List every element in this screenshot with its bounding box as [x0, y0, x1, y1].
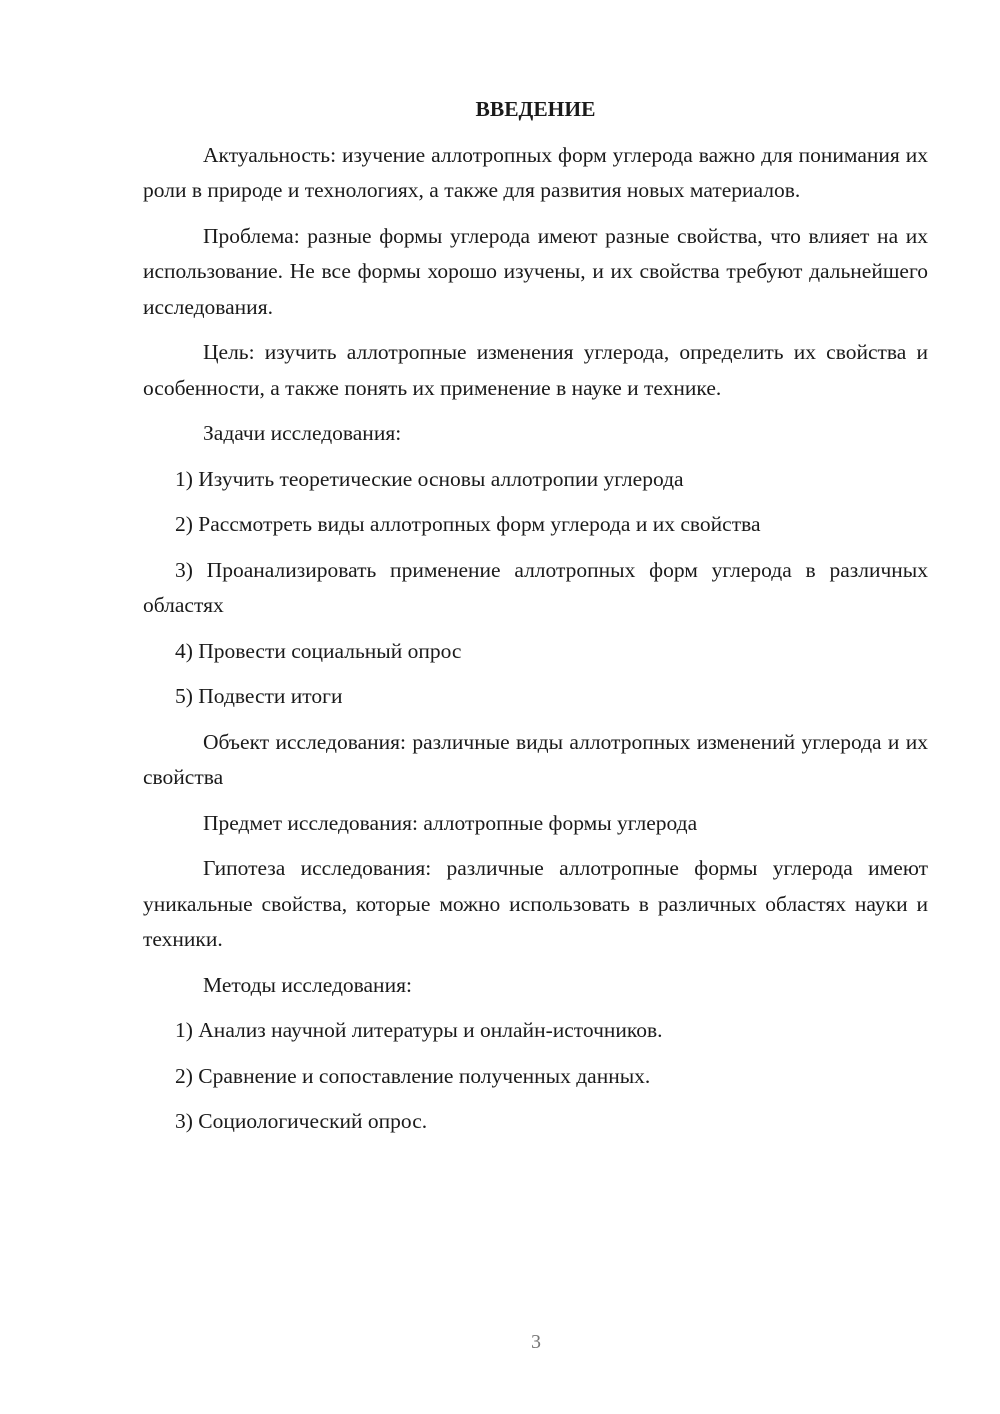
method-item: 3) Социологический опрос.: [175, 1109, 428, 1133]
task-item: 3) Проанализировать применение аллотропных форм углерода в различных областях: [143, 557, 928, 617]
tasks-title: Задачи исследования:: [203, 421, 402, 445]
method-item: 2) Сравнение и сопоставление полученных данных.: [175, 1063, 651, 1088]
task-item: 5) Подвести итоги: [175, 684, 343, 708]
subject-paragraph: Предмет исследования: аллотропные формы углерода: [203, 810, 698, 835]
task-item: 4) Провести социальный опрос: [175, 638, 462, 663]
problem-paragraph: Проблема: разные формы углерода имеют разные свойства, что влияет на их использование. Не все формы хорошо изучены, и их свойства требуют дальнейшего исследования.: [143, 223, 928, 319]
methods-title: Методы исследования:: [203, 972, 412, 997]
relevance-paragraph: Актуальность: изучение аллотропных форм углерода важно для понимания их роли в природе и технологиях, а также для развития новых материалов.: [143, 142, 928, 202]
page-number: 3: [531, 1331, 541, 1353]
method-item: 1) Анализ научной литературы и онлайн-источников.: [175, 1018, 663, 1042]
hypothesis-paragraph: Гипотеза исследования: различные аллотропные формы углерода имеют уникальные свойства, которые можно использовать в различных областях науки и техники.: [143, 856, 928, 951]
task-item: 2) Рассмотреть виды аллотропных форм углерода и их свойства: [175, 512, 761, 536]
goal-paragraph: Цель: изучить аллотропные изменения углерода, определить их свойства и особенности, а также понять их применение в науке и технике.: [143, 340, 928, 400]
task-item: 1) Изучить теоретические основы аллотропии углерода: [175, 466, 684, 491]
document-body: [143, 92, 928, 1150]
section-heading: ВВЕДЕНИЕ: [475, 97, 596, 121]
object-paragraph: Объект исследования: различные виды аллотропных изменений углерода и их свойства: [143, 729, 928, 789]
